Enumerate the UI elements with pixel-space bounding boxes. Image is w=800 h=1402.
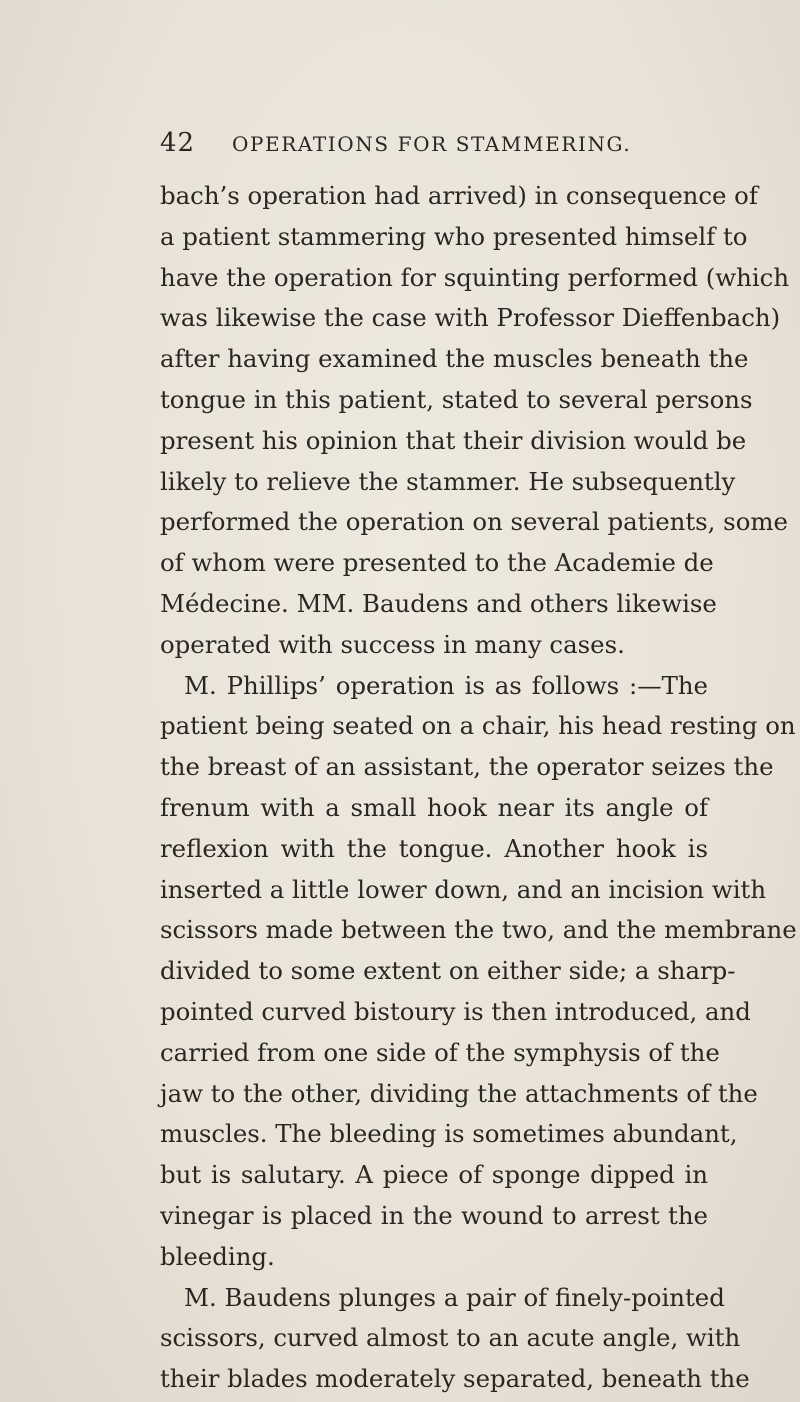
text-line: the breast of an assistant, the operator seizes the bbox=[160, 752, 774, 782]
text-line: muscles. The bleeding is sometimes abundant, bbox=[160, 1119, 738, 1149]
page-number: 42 bbox=[160, 128, 196, 158]
running-title: OPERATIONS FOR STAMMERING. bbox=[232, 132, 632, 156]
text-line: M. Phillips’ operation is as follows :—The bbox=[184, 670, 708, 700]
running-head bbox=[0, 128, 800, 168]
text-line: bach’s operation had arrived) in consequence of bbox=[160, 181, 758, 210]
text-line: reflexion with the tongue. Another hook is bbox=[160, 833, 708, 863]
text-line: bleeding. bbox=[160, 1241, 275, 1271]
text-line: performed the operation on several patients, some bbox=[160, 507, 788, 537]
text-line: operated with success in many cases. bbox=[160, 629, 625, 659]
text-line: their blades moderately separated, beneath the bbox=[160, 1364, 750, 1394]
text-line: vinegar is placed in the wound to arrest the bbox=[160, 1200, 708, 1230]
text-line: have the operation for squinting performed (which bbox=[160, 262, 790, 292]
text-line: likely to relieve the stammer. He subsequently bbox=[160, 466, 736, 496]
body-text bbox=[160, 176, 797, 1400]
text-line: jaw to the other, dividing the attachments of the bbox=[160, 1078, 758, 1108]
text-line: pointed curved bistoury is then introduced, and bbox=[160, 996, 751, 1026]
text-line: inserted a little lower down, and an incision with bbox=[160, 874, 767, 904]
text-line: scissors made between the two, and the membrane bbox=[160, 915, 797, 945]
text-line: patient being seated on a chair, his head resting on bbox=[160, 711, 796, 741]
text-line: a patient stammering who presented himself to bbox=[160, 221, 748, 251]
text-line: M. Baudens plunges a pair of finely-pointed bbox=[184, 1282, 725, 1312]
text-line: of whom were presented to the Academie de bbox=[160, 548, 714, 578]
text-line: after having examined the muscles beneath the bbox=[160, 344, 749, 374]
text-line: was likewise the case with Professor Dieffenbach) bbox=[160, 303, 781, 333]
text-line: carried from one side of the symphysis of the bbox=[160, 1037, 720, 1067]
text-line: tongue in this patient, stated to several persons bbox=[160, 384, 753, 414]
text-line: but is salutary. A piece of sponge dipped in bbox=[160, 1160, 708, 1190]
text-line: Médecine. MM. Baudens and others likewise bbox=[160, 588, 717, 618]
text-line: scissors, curved almost to an acute angle, with bbox=[160, 1323, 741, 1353]
text-line: frenum with a small hook near its angle of bbox=[160, 792, 708, 822]
text-line: divided to some extent on either side; a sharp- bbox=[160, 956, 736, 986]
text-line: present his opinion that their division would be bbox=[160, 425, 747, 455]
